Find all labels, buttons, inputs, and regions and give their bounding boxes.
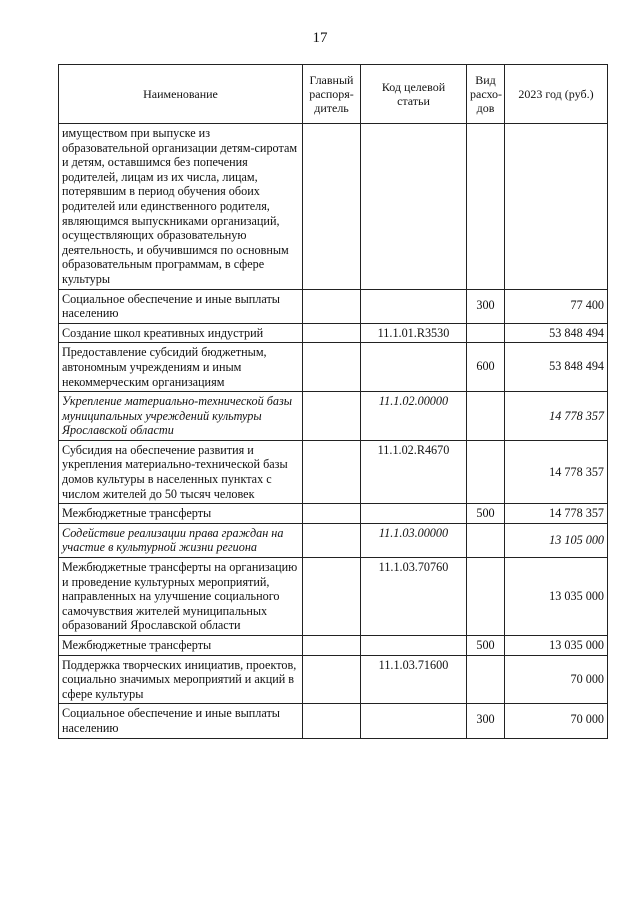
cell-amount: 53 848 494 [505, 343, 608, 392]
cell-amount: 13 105 000 [505, 523, 608, 557]
cell-name: имуществом при выпуске из образовательной организации детям-сиротам и детям, оставшимся без попечения родителей, лицам из их числа, лицам, потерявшим в период обучения обоих родителей или единственного родителя, являющимся выпускниками организаций, осуществляющих образовательную деятельность, и обучившимся по основным образовательным программам, в сфере культуры [59, 124, 303, 290]
cell-type [467, 392, 505, 441]
table-row [59, 392, 608, 441]
table-row [59, 504, 608, 524]
cell-admin [303, 704, 361, 738]
table-row [59, 124, 608, 290]
budget-table [58, 64, 608, 739]
cell-admin [303, 323, 361, 343]
header-type: Вид расхо-дов [467, 65, 505, 124]
cell-admin [303, 558, 361, 636]
cell-admin [303, 392, 361, 441]
header-code: Код целевой статьи [361, 65, 467, 124]
cell-type [467, 523, 505, 557]
cell-type [467, 323, 505, 343]
cell-type: 300 [467, 704, 505, 738]
cell-admin [303, 655, 361, 704]
cell-admin [303, 343, 361, 392]
cell-type [467, 124, 505, 290]
header-admin: Главный распоря-дитель [303, 65, 361, 124]
cell-amount: 14 778 357 [505, 504, 608, 524]
cell-code: 11.1.03.71600 [361, 655, 467, 704]
cell-code [361, 343, 467, 392]
cell-type [467, 558, 505, 636]
cell-name: Субсидия на обеспечение развития и укрепления материально-технической базы домов культуры в населенных пунктах с числом жителей до 50 тысяч человек [59, 440, 303, 503]
cell-amount: 70 000 [505, 704, 608, 738]
cell-name: Межбюджетные трансферты [59, 504, 303, 524]
cell-type [467, 655, 505, 704]
cell-code [361, 704, 467, 738]
cell-name: Межбюджетные трансферты [59, 636, 303, 656]
cell-admin [303, 289, 361, 323]
cell-name: Предоставление субсидий бюджетным, автономным учреждениям и иным некоммерческим организациям [59, 343, 303, 392]
cell-name: Межбюджетные трансферты на организацию и проведение культурных мероприятий, направленных на улучшение социального самочувствия жителей муниципальных образований Ярославской области [59, 558, 303, 636]
cell-admin [303, 124, 361, 290]
table-row [59, 558, 608, 636]
cell-code [361, 289, 467, 323]
cell-type: 500 [467, 636, 505, 656]
cell-code: 11.1.03.70760 [361, 558, 467, 636]
table-row [59, 323, 608, 343]
cell-type: 600 [467, 343, 505, 392]
cell-admin [303, 440, 361, 503]
cell-type: 300 [467, 289, 505, 323]
cell-admin [303, 504, 361, 524]
cell-name: Социальное обеспечение и иные выплаты населению [59, 704, 303, 738]
cell-type: 500 [467, 504, 505, 524]
cell-code: 11.1.01.R3530 [361, 323, 467, 343]
cell-amount: 14 778 357 [505, 392, 608, 441]
table-row [59, 343, 608, 392]
cell-name: Социальное обеспечение и иные выплаты населению [59, 289, 303, 323]
cell-amount: 14 778 357 [505, 440, 608, 503]
cell-name: Укрепление материально-технической базы муниципальных учреждений культуры Ярославской области [59, 392, 303, 441]
table-header-row [59, 65, 608, 124]
cell-amount: 77 400 [505, 289, 608, 323]
table-row [59, 655, 608, 704]
cell-amount [505, 124, 608, 290]
cell-type [467, 440, 505, 503]
cell-code [361, 504, 467, 524]
cell-code [361, 124, 467, 290]
cell-admin [303, 636, 361, 656]
table-row [59, 636, 608, 656]
cell-name: Создание школ креативных индустрий [59, 323, 303, 343]
cell-admin [303, 523, 361, 557]
cell-name: Поддержка творческих инициатив, проектов, социально значимых мероприятий и акций в сфере культуры [59, 655, 303, 704]
cell-code [361, 636, 467, 656]
table-row [59, 289, 608, 323]
cell-amount: 53 848 494 [505, 323, 608, 343]
cell-code: 11.1.02.00000 [361, 392, 467, 441]
page-number: 17 [312, 30, 328, 46]
cell-code: 11.1.03.00000 [361, 523, 467, 557]
table-row [59, 704, 608, 738]
header-name: Наименование [59, 65, 303, 124]
cell-amount: 70 000 [505, 655, 608, 704]
header-amount: 2023 год (руб.) [505, 65, 608, 124]
cell-name: Содействие реализации права граждан на участие в культурной жизни региона [59, 523, 303, 557]
cell-amount: 13 035 000 [505, 558, 608, 636]
cell-code: 11.1.02.R4670 [361, 440, 467, 503]
table-row [59, 523, 608, 557]
cell-amount: 13 035 000 [505, 636, 608, 656]
table-row [59, 440, 608, 503]
